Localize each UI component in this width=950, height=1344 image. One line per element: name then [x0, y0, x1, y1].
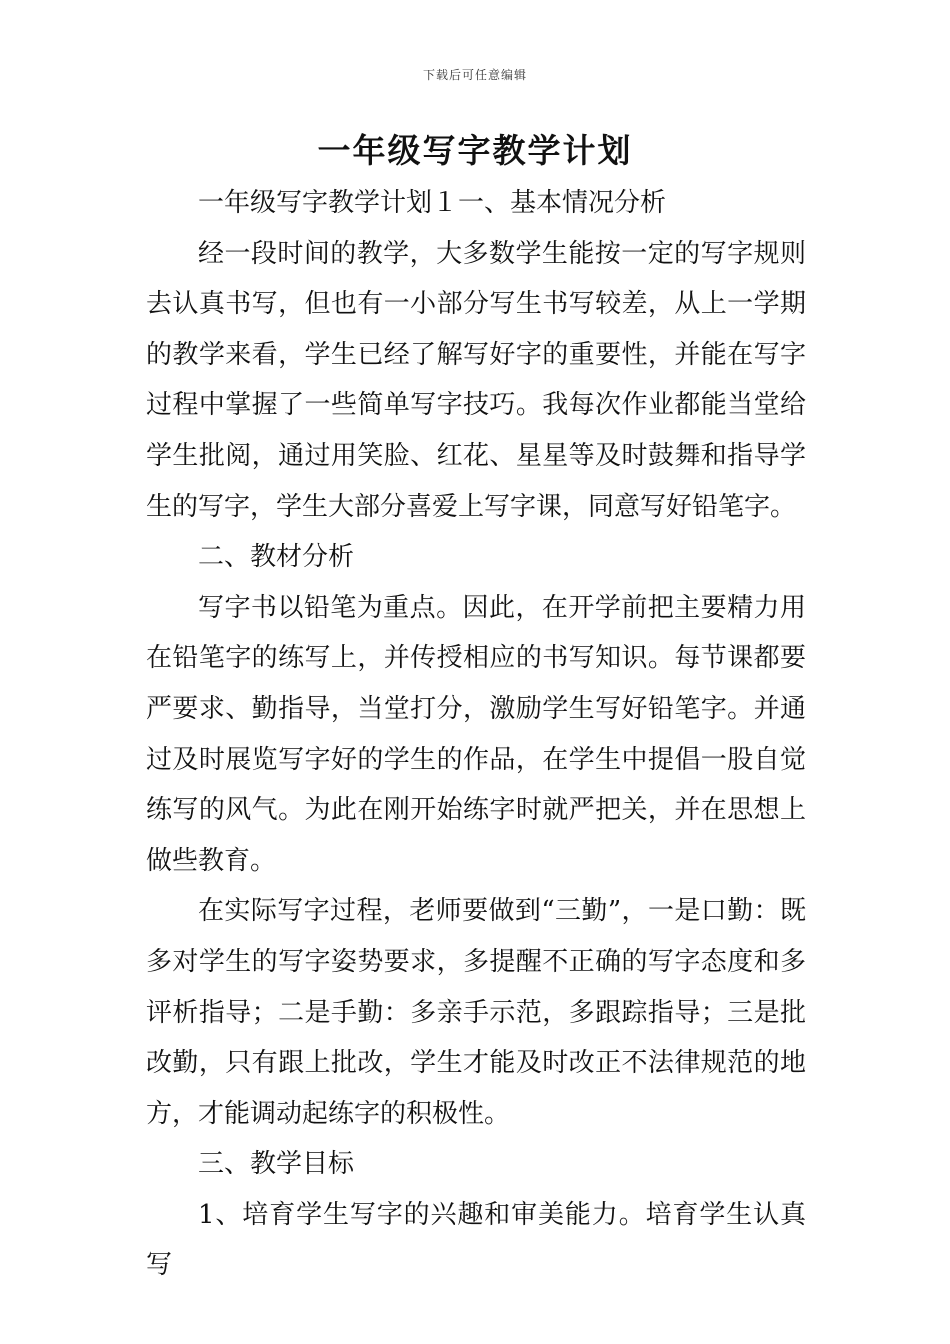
header-note: 下载后可任意编辑: [422, 68, 527, 82]
document-title: 一年级写字教学计划: [317, 131, 633, 170]
paragraph-intro-heading: 一年级写字教学计划１一、基本情况分析: [198, 188, 667, 218]
document-body: [146, 178, 806, 1291]
paragraph-goal-1: 1、培育学生写字的兴趣和审美能力。培育学生认真写: [146, 1199, 806, 1281]
paragraph-textbook-analysis: 写字书以铅笔为重点。因此，在开学前把主要精力用在铅笔字的练写上，并传授相应的书写知识。每节课都要严要求、勤指导，当堂打分，激励学生写好铅笔字。并通过及时展览写字好的学生的作品，在学生中提倡一股自觉练写的风气。为此在刚开始练字时就严把关，并在思想上做些教育。: [146, 592, 806, 876]
paragraph-situation-analysis: 经一段时间的教学，大多数学生能按一定的写字规则去认真书写，但也有一小部分写生书写较差，从上一学期的教学来看，学生已经了解写好字的重要性，并能在写字过程中掌握了一些简单写字技巧。我每次作业都能当堂给学生批阅，通过用笑脸、红花、星星等及时鼓舞和指导学生的写字，学生大部分喜爱上写字课，同意写好铅笔字。: [146, 238, 806, 522]
paragraph-three-diligences: 在实际写字过程，老师要做到“三勤”，一是口勤：既多对学生的写字姿势要求，多提醒不正确的写字态度和多评析指导；二是手勤：多亲手示范，多跟踪指导；三是批改勤，只有跟上批改，学生才能及时改正不法律规范的地方，才能调动起练字的积极性。: [146, 896, 806, 1129]
section-heading-teaching-goals: 三、教学目标: [198, 1149, 355, 1180]
section-heading-textbook-analysis: 二、教材分析: [198, 542, 355, 573]
